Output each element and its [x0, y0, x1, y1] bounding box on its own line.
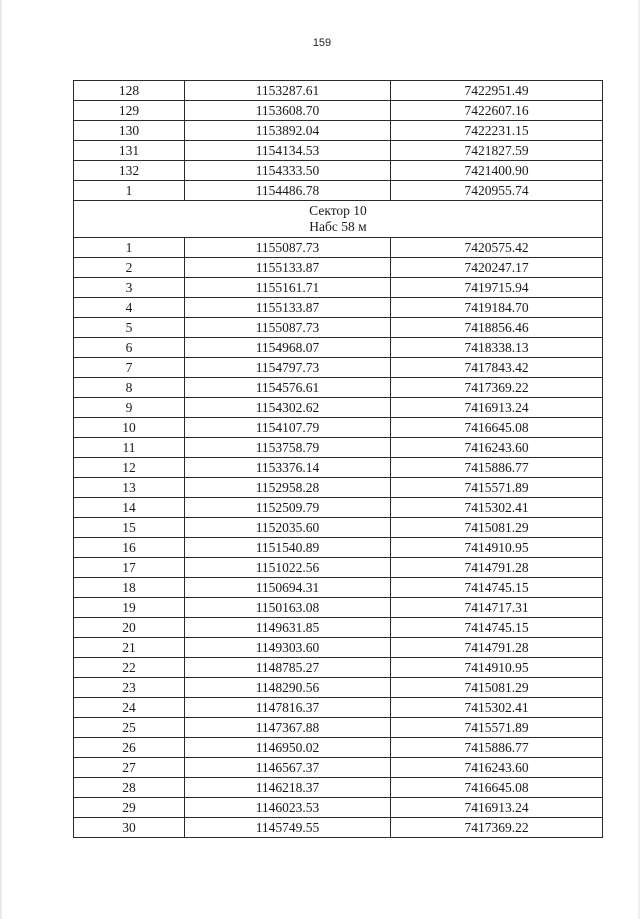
- point-number-cell: 15: [74, 518, 185, 538]
- y-coordinate-cell: 7414745.15: [391, 618, 603, 638]
- table-row: [74, 398, 603, 418]
- x-coordinate-cell: 1147367.88: [185, 718, 391, 738]
- point-number-cell: 130: [74, 121, 185, 141]
- page-number: 159: [312, 37, 332, 49]
- x-coordinate-cell: 1145749.55: [185, 818, 391, 838]
- y-coordinate-cell: 7414910.95: [391, 658, 603, 678]
- point-number-cell: 12: [74, 458, 185, 478]
- y-coordinate-cell: 7421827.59: [391, 141, 603, 161]
- x-coordinate-cell: 1154302.62: [185, 398, 391, 418]
- table-row: [74, 141, 603, 161]
- point-number-cell: 2: [74, 258, 185, 278]
- x-coordinate-cell: 1154797.73: [185, 358, 391, 378]
- y-coordinate-cell: 7420575.42: [391, 238, 603, 258]
- table-row: [74, 338, 603, 358]
- table-row: [74, 378, 603, 398]
- table-row: [74, 518, 603, 538]
- table-row: [74, 538, 603, 558]
- y-coordinate-cell: 7415571.89: [391, 478, 603, 498]
- table-row: [74, 558, 603, 578]
- x-coordinate-cell: 1151022.56: [185, 558, 391, 578]
- x-coordinate-cell: 1150694.31: [185, 578, 391, 598]
- y-coordinate-cell: 7416243.60: [391, 438, 603, 458]
- point-number-cell: 11: [74, 438, 185, 458]
- table-row: [74, 318, 603, 338]
- table-row: [74, 298, 603, 318]
- y-coordinate-cell: 7420247.17: [391, 258, 603, 278]
- y-coordinate-cell: 7414745.15: [391, 578, 603, 598]
- x-coordinate-cell: 1154134.53: [185, 141, 391, 161]
- y-coordinate-cell: 7416645.08: [391, 418, 603, 438]
- y-coordinate-cell: 7415571.89: [391, 718, 603, 738]
- point-number-cell: 10: [74, 418, 185, 438]
- point-number-cell: 3: [74, 278, 185, 298]
- x-coordinate-cell: 1146950.02: [185, 738, 391, 758]
- point-number-cell: 22: [74, 658, 185, 678]
- y-coordinate-cell: 7414717.31: [391, 598, 603, 618]
- x-coordinate-cell: 1152509.79: [185, 498, 391, 518]
- y-coordinate-cell: 7416645.08: [391, 778, 603, 798]
- x-coordinate-cell: 1149303.60: [185, 638, 391, 658]
- x-coordinate-cell: 1155161.71: [185, 278, 391, 298]
- y-coordinate-cell: 7419715.94: [391, 278, 603, 298]
- table-row: [74, 101, 603, 121]
- table-row: [74, 161, 603, 181]
- x-coordinate-cell: 1148785.27: [185, 658, 391, 678]
- table-row: [74, 438, 603, 458]
- point-number-cell: 21: [74, 638, 185, 658]
- table-row: [74, 598, 603, 618]
- y-coordinate-cell: 7414791.28: [391, 638, 603, 658]
- x-coordinate-cell: 1153608.70: [185, 101, 391, 121]
- point-number-cell: 131: [74, 141, 185, 161]
- x-coordinate-cell: 1154333.50: [185, 161, 391, 181]
- y-coordinate-cell: 7418856.46: [391, 318, 603, 338]
- table-row: [74, 718, 603, 738]
- y-coordinate-cell: 7420955.74: [391, 181, 603, 201]
- y-coordinate-cell: 7416243.60: [391, 758, 603, 778]
- table-row: [74, 498, 603, 518]
- y-coordinate-cell: 7418338.13: [391, 338, 603, 358]
- point-number-cell: 19: [74, 598, 185, 618]
- point-number-cell: 9: [74, 398, 185, 418]
- point-number-cell: 23: [74, 678, 185, 698]
- x-coordinate-cell: 1154107.79: [185, 418, 391, 438]
- point-number-cell: 16: [74, 538, 185, 558]
- point-number-cell: 18: [74, 578, 185, 598]
- point-number-cell: 26: [74, 738, 185, 758]
- table-row: [74, 478, 603, 498]
- table-row: [74, 678, 603, 698]
- sector-cell: [74, 201, 603, 238]
- y-coordinate-cell: 7422231.15: [391, 121, 603, 141]
- table-row: [74, 638, 603, 658]
- table-row: [74, 658, 603, 678]
- table-body-after-sector: [74, 238, 603, 838]
- y-coordinate-cell: 7415886.77: [391, 458, 603, 478]
- point-number-cell: 128: [74, 81, 185, 101]
- point-number-cell: 1: [74, 238, 185, 258]
- point-number-cell: 14: [74, 498, 185, 518]
- table-row: [74, 798, 603, 818]
- point-number-cell: 1: [74, 181, 185, 201]
- sector-title: Сектор 10: [309, 203, 367, 218]
- y-coordinate-cell: 7414910.95: [391, 538, 603, 558]
- table-row: [74, 81, 603, 101]
- y-coordinate-cell: 7415886.77: [391, 738, 603, 758]
- y-coordinate-cell: 7417843.42: [391, 358, 603, 378]
- point-number-cell: 20: [74, 618, 185, 638]
- x-coordinate-cell: 1151540.89: [185, 538, 391, 558]
- y-coordinate-cell: 7422951.49: [391, 81, 603, 101]
- x-coordinate-cell: 1146218.37: [185, 778, 391, 798]
- table-row: [74, 358, 603, 378]
- x-coordinate-cell: 1154576.61: [185, 378, 391, 398]
- table-row: [74, 698, 603, 718]
- table-body-before-sector: [74, 81, 603, 201]
- x-coordinate-cell: 1146023.53: [185, 798, 391, 818]
- y-coordinate-cell: 7416913.24: [391, 798, 603, 818]
- x-coordinate-cell: 1148290.56: [185, 678, 391, 698]
- table-row: [74, 121, 603, 141]
- point-number-cell: 6: [74, 338, 185, 358]
- sector-height-label: Набс 58 м: [309, 219, 367, 234]
- point-number-cell: 28: [74, 778, 185, 798]
- point-number-cell: 17: [74, 558, 185, 578]
- table-row: [74, 578, 603, 598]
- x-coordinate-cell: 1155133.87: [185, 298, 391, 318]
- point-number-cell: 13: [74, 478, 185, 498]
- table-row: [74, 278, 603, 298]
- point-number-cell: 30: [74, 818, 185, 838]
- x-coordinate-cell: 1153758.79: [185, 438, 391, 458]
- table-row: [74, 258, 603, 278]
- y-coordinate-cell: 7415302.41: [391, 498, 603, 518]
- point-number-cell: 27: [74, 758, 185, 778]
- sector-header: [74, 201, 603, 238]
- x-coordinate-cell: 1155133.87: [185, 258, 391, 278]
- x-coordinate-cell: 1154486.78: [185, 181, 391, 201]
- x-coordinate-cell: 1149631.85: [185, 618, 391, 638]
- x-coordinate-cell: 1155087.73: [185, 238, 391, 258]
- point-number-cell: 132: [74, 161, 185, 181]
- x-coordinate-cell: 1153376.14: [185, 458, 391, 478]
- y-coordinate-cell: 7414791.28: [391, 558, 603, 578]
- table-row: [74, 618, 603, 638]
- point-number-cell: 24: [74, 698, 185, 718]
- sector-row: [74, 201, 603, 238]
- x-coordinate-cell: 1146567.37: [185, 758, 391, 778]
- table-row: [74, 778, 603, 798]
- y-coordinate-cell: 7415302.41: [391, 698, 603, 718]
- x-coordinate-cell: 1153287.61: [185, 81, 391, 101]
- point-number-cell: 129: [74, 101, 185, 121]
- x-coordinate-cell: 1152958.28: [185, 478, 391, 498]
- x-coordinate-cell: 1153892.04: [185, 121, 391, 141]
- y-coordinate-cell: 7417369.22: [391, 378, 603, 398]
- point-number-cell: 7: [74, 358, 185, 378]
- y-coordinate-cell: 7415081.29: [391, 678, 603, 698]
- y-coordinate-cell: 7421400.90: [391, 161, 603, 181]
- y-coordinate-cell: 7417369.22: [391, 818, 603, 838]
- table-row: [74, 738, 603, 758]
- y-coordinate-cell: 7422607.16: [391, 101, 603, 121]
- point-number-cell: 4: [74, 298, 185, 318]
- point-number-cell: 5: [74, 318, 185, 338]
- y-coordinate-cell: 7419184.70: [391, 298, 603, 318]
- point-number-cell: 8: [74, 378, 185, 398]
- point-number-cell: 29: [74, 798, 185, 818]
- x-coordinate-cell: 1150163.08: [185, 598, 391, 618]
- table-row: [74, 458, 603, 478]
- x-coordinate-cell: 1152035.60: [185, 518, 391, 538]
- y-coordinate-cell: 7415081.29: [391, 518, 603, 538]
- coordinates-table: [73, 80, 603, 838]
- point-number-cell: 25: [74, 718, 185, 738]
- table-row: [74, 418, 603, 438]
- table-row: [74, 818, 603, 838]
- x-coordinate-cell: 1154968.07: [185, 338, 391, 358]
- x-coordinate-cell: 1155087.73: [185, 318, 391, 338]
- table-row: [74, 758, 603, 778]
- y-coordinate-cell: 7416913.24: [391, 398, 603, 418]
- table-row: [74, 238, 603, 258]
- table-row: [74, 181, 603, 201]
- x-coordinate-cell: 1147816.37: [185, 698, 391, 718]
